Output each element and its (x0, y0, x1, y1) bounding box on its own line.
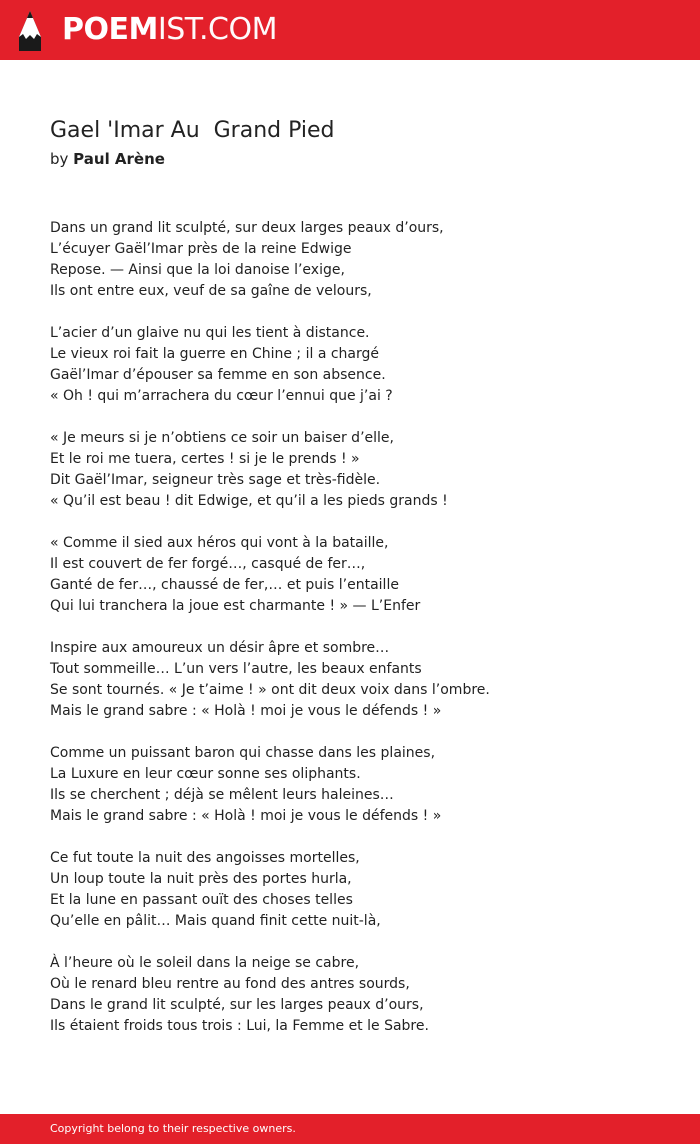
poem-line: À l’heure où le soleil dans la neige se cabre, (50, 955, 360, 971)
poem-line: Le vieux roi fait la guerre en Chine ; il a chargé (50, 346, 380, 362)
poem-line: Qu’elle en pâlit… Mais quand finit cette nuit-là, (50, 913, 381, 929)
stanza (50, 743, 670, 827)
poem-line: Il est couvert de fer forgé…, casqué de fer…, (50, 556, 366, 572)
poem-line: Dit Gaël’Imar, seigneur très sage et très-fidèle. (50, 472, 381, 488)
stanza (50, 533, 670, 617)
byline (50, 148, 165, 170)
poem-line: Ganté de fer…, chaussé de fer,… et puis l’entaille (50, 577, 399, 593)
poem-line: Qui lui tranchera la joue est charmante ! » — L’Enfer (50, 598, 421, 614)
poem-title: Gael 'Imar Au Grand Pied (50, 118, 335, 143)
poem-line: L’écuyer Gaël’Imar près de la reine Edwige (50, 241, 352, 257)
poem-line: « Comme il sied aux héros qui vont à la bataille, (50, 535, 389, 551)
poem-line: « Oh ! qui m’arrachera du cœur l’ennui que j’ai ? (50, 388, 393, 404)
poem-line: Ce fut toute la nuit des angoisses mortelles, (50, 850, 360, 866)
poem-line: Inspire aux amoureux un désir âpre et sombre… (50, 640, 390, 656)
copyright-text: Copyright belong to their respective owners. (50, 1122, 296, 1135)
poem-line: Gaël’Imar d’épouser sa femme en son absence. (50, 367, 386, 383)
poem-line: La Luxure en leur cœur sonne ses oliphants. (50, 766, 361, 782)
poem-line: Et la lune en passant ouït des choses telles (50, 892, 353, 908)
author-name: Paul Arène (73, 150, 165, 168)
poem-line: Repose. — Ainsi que la loi danoise l’exige, (50, 262, 345, 278)
stanza (50, 953, 670, 1037)
poem-line: Où le renard bleu rentre au fond des antres sourds, (50, 976, 410, 992)
by-label: by (50, 150, 74, 168)
poem-line: « Je meurs si je n’obtiens ce soir un baiser d’elle, (50, 430, 394, 446)
poem-line: Un loup toute la nuit près des portes hurla, (50, 871, 352, 887)
poem-line: L’acier d’un glaive nu qui les tient à distance. (50, 325, 370, 341)
poem-line: Mais le grand sabre : « Holà ! moi je vous le défends ! » (50, 703, 442, 719)
footer-bar (0, 1114, 700, 1144)
header-bar (0, 0, 700, 60)
poem-line: Ils ont entre eux, veuf de sa gaîne de velours, (50, 283, 372, 299)
poem-line: Dans le grand lit sculpté, sur les larges peaux d’ours, (50, 997, 424, 1013)
site-logo[interactable] (62, 12, 277, 48)
poem-line: « Qu’il est beau ! dit Edwige, et qu’il a les pieds grands ! (50, 493, 448, 509)
stanza (50, 218, 670, 302)
poem-line: Dans un grand lit sculpté, sur deux larges peaux d’ours, (50, 220, 444, 236)
logo-text-bold: POEM (62, 12, 158, 47)
stanza (50, 428, 670, 512)
stanza (50, 848, 670, 932)
poem-line: Se sont tournés. « Je t’aime ! » ont dit deux voix dans l’ombre. (50, 682, 490, 698)
poem-body (50, 218, 670, 1058)
poem-line: Mais le grand sabre : « Holà ! moi je vous le défends ! » (50, 808, 442, 824)
poem-line: Ils étaient froids tous trois : Lui, la Femme et le Sabre. (50, 1018, 429, 1034)
poem-line: Et le roi me tuera, certes ! si je le prends ! » (50, 451, 360, 467)
stanza (50, 323, 670, 407)
poem-line: Ils se cherchent ; déjà se mêlent leurs haleines… (50, 787, 394, 803)
stanza (50, 638, 670, 722)
poem-line: Comme un puissant baron qui chasse dans les plaines, (50, 745, 436, 761)
logo-text-light: IST.COM (157, 12, 277, 47)
pencil-logo-icon[interactable] (18, 10, 42, 52)
poem-line: Tout sommeille… L’un vers l’autre, les beaux enfants (50, 661, 422, 677)
